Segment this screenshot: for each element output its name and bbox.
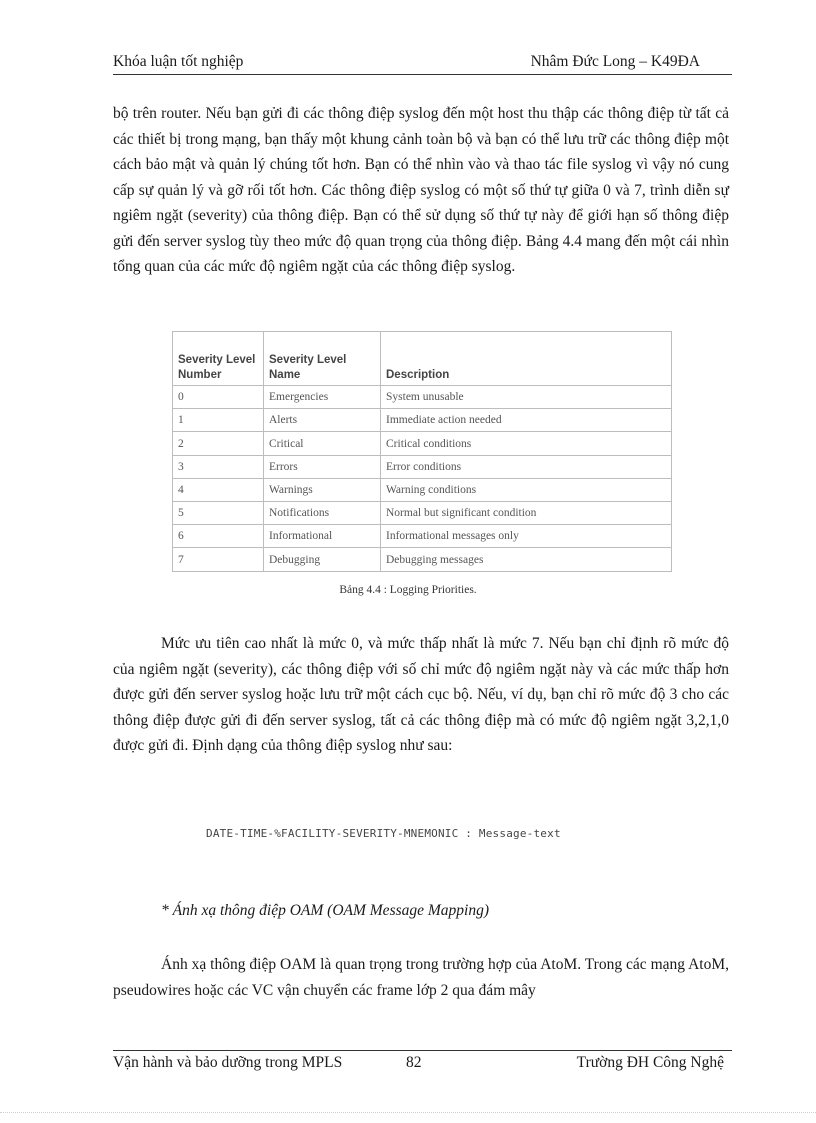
severity-description: Warning conditions [381,478,672,501]
severity-description: Debugging messages [381,548,672,571]
body-paragraph-3: Ánh xạ thông điệp OAM là quan trọng trong trường hợp của AtoM. Trong các mạng AtoM, pseudowires hoặc các VC vận chuyển các frame lớp 2 qua đám mây [113,956,729,999]
page-footer [113,1050,732,1073]
severity-number: 7 [173,548,264,571]
severity-number: 2 [173,432,264,455]
page-edge-divider [0,1112,816,1113]
severity-table [172,331,671,572]
section-subheading: * Ánh xạ thông điệp OAM (OAM Message Mapping) [161,902,490,919]
severity-description: System unusable [381,386,672,409]
col-header-name: Severity Level Name [264,332,381,386]
severity-name: Critical [264,432,381,455]
severity-number: 1 [173,409,264,432]
syslog-format-code: DATE-TIME-%FACILITY-SEVERITY-MNEMONIC : Message-text [206,827,561,840]
table-row [173,548,672,571]
table-caption: Bảng 4.4 : Logging Priorities. [339,584,477,596]
severity-number: 5 [173,501,264,524]
col-header-description: Description [381,332,672,386]
severity-name: Alerts [264,409,381,432]
table-row [173,501,672,524]
header-thesis-title: Khóa luận tốt nghiệp [113,53,244,70]
header-author: Nhâm Đức Long – K49ĐA [530,53,700,70]
page-number: 82 [406,1054,422,1071]
footer-university: Trường ĐH Công Nghệ [576,1054,724,1071]
severity-number: 6 [173,525,264,548]
severity-name: Emergencies [264,386,381,409]
severity-description: Critical conditions [381,432,672,455]
severity-number: 0 [173,386,264,409]
body-paragraph-2: Mức ưu tiên cao nhất là mức 0, và mức thấp nhất là mức 7. Nếu bạn chỉ định rõ mức độ của ngiêm ngặt (severity), các thông điệp với số chỉ mức độ ngiêm ngặt này và các mức thấp hơn được gửi đến server syslog hoặc lưu trữ một cách cục bộ. Nếu, ví dụ, bạn chỉ rõ mức độ 3 cho các thông điệp được gửi đi đến server syslog, tất cả các thông điệp mà có mức độ ngiêm ngặt 3,2,1,0 được gửi đi. Định dạng của thông điệp syslog như sau: [113,635,729,754]
severity-number: 3 [173,455,264,478]
severity-name: Debugging [264,548,381,571]
severity-name: Errors [264,455,381,478]
severity-description: Error conditions [381,455,672,478]
page-header [113,52,732,75]
table-row [173,409,672,432]
table-row [173,386,672,409]
severity-name: Informational [264,525,381,548]
severity-number: 4 [173,478,264,501]
severity-description: Normal but significant condition [381,501,672,524]
severity-description: Informational messages only [381,525,672,548]
severity-description: Immediate action needed [381,409,672,432]
col-header-number: Severity Level Number [173,332,264,386]
table-row [173,455,672,478]
table-row [173,432,672,455]
table-row [173,478,672,501]
table-header-row [173,332,672,386]
footer-chapter-title: Vận hành và bảo dưỡng trong MPLS [113,1054,343,1071]
severity-name: Notifications [264,501,381,524]
body-paragraph-1: bộ trên router. Nếu bạn gửi đi các thông điệp syslog đến một host thu thập các thông điệp từ tất cả các thiết bị trong mạng, bạn thấy một khung cảnh toàn bộ và bạn có thể lưu trữ các thông điệp một cách bảo mật và quản lý chúng tốt hơn. Bạn có thể nhìn vào và thao tác file syslog vì vậy nó cung cấp sự quản lý và gỡ rối tốt hơn. Các thông điệp syslog có một số thứ tự giữa 0 và 7, trình diễn sự ngiêm ngặt (severity) của thông điệp. Bạn có thể sử dụng số thứ tự này để giới hạn số thông điệp gửi đến server syslog tùy theo mức độ quan trọng của thông điệp. Bảng 4.4 mang đến một cái nhìn tổng quan của các mức độ ngiêm ngặt của các thông điệp syslog. [113,105,729,275]
table-row [173,525,672,548]
severity-name: Warnings [264,478,381,501]
